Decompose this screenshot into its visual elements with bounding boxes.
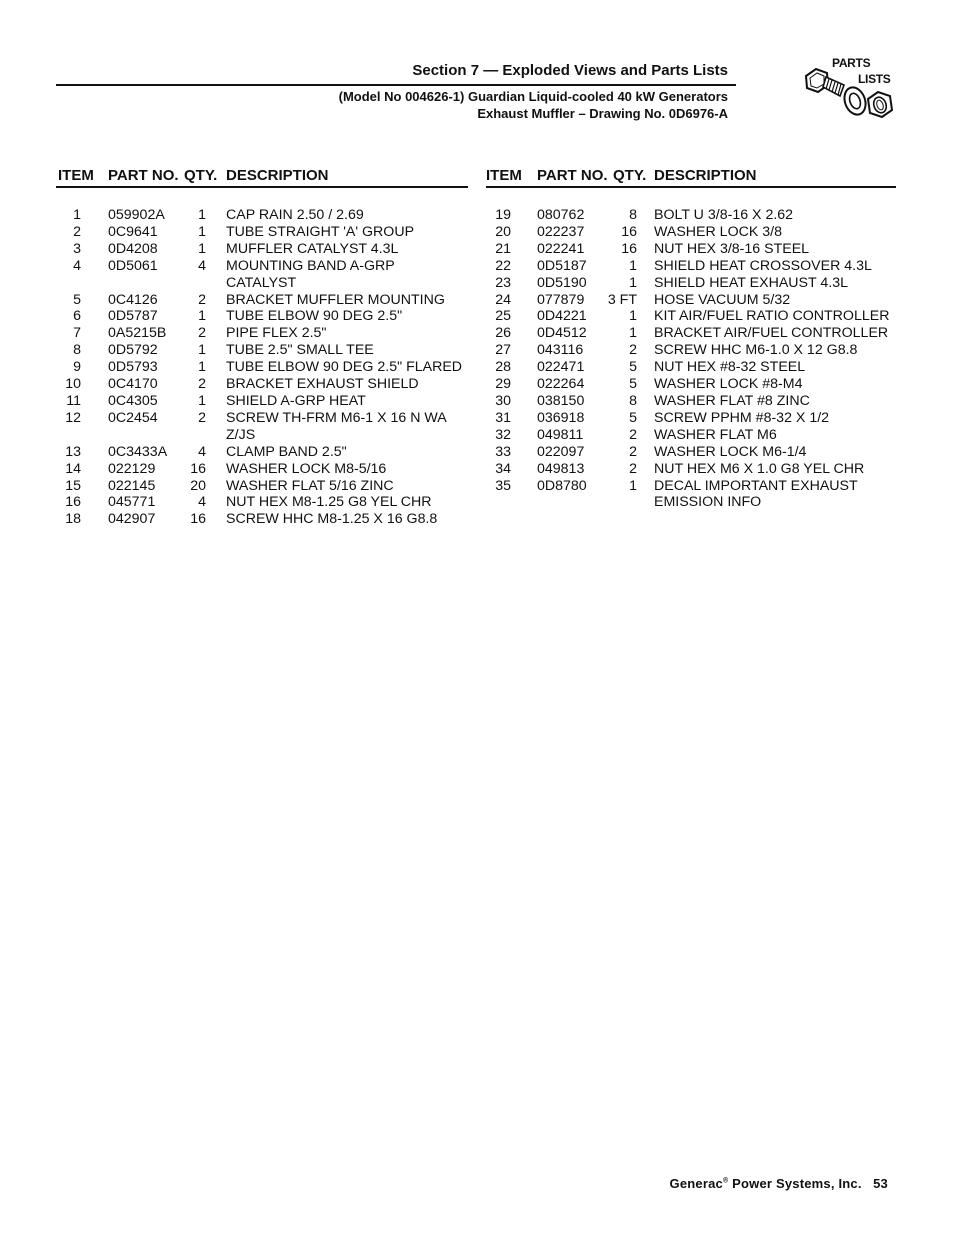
- description: PIPE FLEX 2.5": [226, 325, 327, 342]
- description: TUBE ELBOW 90 DEG 2.5" FLARED: [226, 359, 463, 376]
- description: KIT AIR/FUEL RATIO CONTROLLER: [654, 308, 890, 325]
- description: TUBE ELBOW 90 DEG 2.5": [226, 308, 403, 325]
- part-number: 022241: [537, 240, 585, 257]
- table-row: [486, 275, 896, 292]
- part-number: 022097: [537, 443, 585, 460]
- col-qty: QTY.: [184, 167, 218, 184]
- part-number: 022145: [108, 477, 156, 494]
- part-number: 0C4126: [108, 291, 158, 308]
- table-row: [486, 376, 896, 393]
- item-number: 16: [65, 494, 81, 511]
- description: SCREW HHC M6-1.0 X 12 G8.8: [654, 342, 858, 359]
- description: SCREW HHC M8-1.25 X 16 G8.8: [226, 511, 438, 528]
- col-description: DESCRIPTION: [654, 167, 757, 184]
- quantity: 1: [198, 223, 206, 240]
- part-number: 022264: [537, 376, 585, 393]
- description: NUT HEX #8-32 STEEL: [654, 359, 806, 376]
- quantity: 2: [198, 409, 206, 426]
- part-number: 080762: [537, 207, 585, 223]
- quantity: 20: [190, 477, 206, 494]
- description: MOUNTING BAND A-GRP CATALYST: [226, 257, 395, 291]
- part-number: 0C9641: [108, 223, 158, 240]
- quantity: 5: [629, 359, 637, 376]
- parts-table-left: [56, 166, 468, 528]
- quantity: 1: [629, 477, 637, 494]
- col-qty: QTY.: [613, 167, 647, 184]
- part-number: 0D4208: [108, 240, 158, 257]
- description: HOSE VACUUM 5/32: [654, 291, 791, 308]
- table-body: [486, 207, 896, 511]
- part-number: 036918: [537, 409, 585, 426]
- table-header: [56, 166, 468, 188]
- description: WASHER FLAT M6: [654, 426, 777, 443]
- registered-mark: ®: [722, 1177, 729, 1185]
- item-number: 1: [73, 207, 81, 223]
- table-row: [486, 241, 896, 258]
- item-number: 14: [65, 460, 81, 477]
- quantity: 1: [629, 325, 637, 342]
- quantity: 2: [198, 376, 206, 393]
- description: SHIELD HEAT CROSSOVER 4.3L: [654, 257, 872, 274]
- quantity: 8: [629, 207, 637, 223]
- company-name: Generac: [669, 1176, 723, 1191]
- company-suffix: Power Systems, Inc.: [728, 1176, 862, 1191]
- description: CAP RAIN 2.50 / 2.69: [226, 207, 364, 223]
- part-number: 022237: [537, 223, 585, 240]
- part-number: 042907: [108, 511, 156, 528]
- quantity: 1: [198, 240, 206, 257]
- part-number: 045771: [108, 494, 156, 511]
- quantity: 1: [629, 308, 637, 325]
- table-row: [56, 461, 468, 478]
- quantity: 4: [198, 443, 206, 460]
- item-number: 33: [495, 443, 511, 460]
- item-number: 23: [495, 274, 511, 291]
- table-row: [56, 393, 468, 410]
- description: BRACKET AIR/FUEL CONTROLLER: [654, 325, 889, 342]
- item-number: 26: [495, 325, 511, 342]
- table-row: [486, 224, 896, 241]
- item-number: 34: [495, 460, 511, 477]
- part-number: 022471: [537, 359, 585, 376]
- description-continued: EMISSION INFO: [654, 494, 762, 511]
- description: BRACKET EXHAUST SHIELD: [226, 376, 419, 393]
- table-row: [56, 258, 468, 292]
- description: WASHER LOCK #8-M4: [654, 376, 803, 393]
- table-row: [56, 325, 468, 342]
- quantity: 2: [629, 460, 637, 477]
- table-row: [486, 444, 896, 461]
- logo-text-parts: PARTS: [832, 56, 871, 70]
- col-description: DESCRIPTION: [226, 167, 329, 184]
- table-row: [56, 359, 468, 376]
- table-row: [56, 410, 468, 444]
- item-number: 15: [65, 477, 81, 494]
- description: DECAL IMPORTANT EXHAUST: [654, 477, 858, 494]
- section-title: Section 7 — Exploded Views and Parts Lists: [412, 62, 728, 79]
- item-number: 19: [495, 207, 511, 223]
- item-number: 21: [495, 240, 511, 257]
- quantity: 4: [198, 257, 206, 274]
- description-continued: Z/JS: [226, 426, 256, 443]
- description: MUFFLER CATALYST 4.3L: [226, 240, 399, 257]
- description: NUT HEX M6 X 1.0 G8 YEL CHR: [654, 460, 865, 477]
- table-row: [486, 342, 896, 359]
- col-part-no: PART NO.: [537, 167, 608, 184]
- part-number: 0D4512: [537, 325, 587, 342]
- part-number: 022129: [108, 460, 156, 477]
- page-footer: [670, 1176, 888, 1191]
- item-number: 7: [73, 325, 81, 342]
- item-number: 8: [73, 342, 81, 359]
- table-row: [56, 207, 468, 224]
- table-row: [56, 376, 468, 393]
- table-row: [486, 207, 896, 224]
- description: SCREW PPHM #8-32 X 1/2: [654, 409, 830, 426]
- item-number: 25: [495, 308, 511, 325]
- part-number: 049813: [537, 460, 585, 477]
- table-row: [486, 308, 896, 325]
- quantity: 16: [621, 240, 637, 257]
- description: BRACKET MUFFLER MOUNTING: [226, 291, 445, 308]
- part-number: 077879: [537, 291, 585, 308]
- logo-text-lists: LISTS: [858, 72, 891, 86]
- item-number: 13: [65, 443, 81, 460]
- part-number: 0D5187: [537, 257, 587, 274]
- description: BOLT U 3/8-16 X 2.62: [654, 207, 794, 223]
- quantity: 2: [198, 325, 206, 342]
- table-row: [486, 325, 896, 342]
- quantity: 2: [198, 291, 206, 308]
- item-number: 2: [73, 223, 81, 240]
- table-row: [486, 478, 896, 512]
- item-number: 3: [73, 240, 81, 257]
- quantity: 5: [629, 409, 637, 426]
- part-number: 0D8780: [537, 477, 587, 494]
- part-number: 0C2454: [108, 409, 158, 426]
- item-number: 4: [73, 257, 81, 274]
- item-number: 28: [495, 359, 511, 376]
- col-part-no: PART NO.: [108, 167, 179, 184]
- table-row: [56, 511, 468, 528]
- description: WASHER FLAT #8 ZINC: [654, 392, 810, 409]
- quantity: 16: [190, 511, 206, 528]
- quantity: 4: [198, 494, 206, 511]
- part-number: 059902A: [108, 207, 165, 223]
- quantity: 8: [629, 392, 637, 409]
- item-number: 32: [495, 426, 511, 443]
- table-row: [486, 427, 896, 444]
- part-number: 0A5215B: [108, 325, 167, 342]
- description: NUT HEX M8-1.25 G8 YEL CHR: [226, 494, 432, 511]
- part-number: 0D5787: [108, 308, 158, 325]
- item-number: 30: [495, 392, 511, 409]
- item-number: 31: [495, 409, 511, 426]
- part-number: 0D5061: [108, 257, 158, 274]
- item-number: 9: [73, 359, 81, 376]
- quantity: 1: [198, 392, 206, 409]
- quantity: 1: [629, 257, 637, 274]
- item-number: 18: [65, 511, 81, 528]
- description: SCREW TH-FRM M6-1 X 16 N WA: [226, 409, 447, 426]
- item-number: 35: [495, 477, 511, 494]
- table-row: [56, 224, 468, 241]
- item-number: 24: [495, 291, 511, 308]
- page-number: 53: [873, 1176, 888, 1191]
- description: WASHER FLAT 5/16 ZINC: [226, 477, 394, 494]
- description: WASHER LOCK M6-1/4: [654, 443, 807, 460]
- description: TUBE STRAIGHT 'A' GROUP: [226, 223, 415, 240]
- description: CLAMP BAND 2.5": [226, 443, 347, 460]
- part-number: 043116: [537, 342, 584, 359]
- table-row: [486, 393, 896, 410]
- quantity: 1: [198, 359, 206, 376]
- quantity: 2: [629, 342, 637, 359]
- item-number: 20: [495, 223, 511, 240]
- quantity: 1: [198, 308, 206, 325]
- col-item: ITEM: [58, 167, 94, 184]
- item-number: 27: [495, 342, 511, 359]
- quantity: 1: [629, 274, 637, 291]
- description: WASHER LOCK M8-5/16: [226, 460, 387, 477]
- quantity: 1: [198, 342, 206, 359]
- table-row: [486, 461, 896, 478]
- parts-lists-logo: [800, 54, 900, 130]
- part-number: 0D5792: [108, 342, 158, 359]
- quantity: 5: [629, 376, 637, 393]
- drawing-line: Exhaust Muffler – Drawing No. 0D6976-A: [477, 106, 728, 121]
- header-subtitle: [339, 88, 728, 122]
- item-number: 22: [495, 257, 511, 274]
- parts-table-right: [486, 166, 896, 511]
- table-row: [56, 494, 468, 511]
- description: WASHER LOCK 3/8: [654, 223, 782, 240]
- part-number: 0D5793: [108, 359, 158, 376]
- part-number: 0C4170: [108, 376, 158, 393]
- model-line: (Model No 004626-1) Guardian Liquid-cooled 40 kW Generators: [338, 89, 728, 104]
- item-number: 5: [73, 291, 81, 308]
- table-row: [56, 478, 468, 495]
- table-row: [486, 292, 896, 309]
- item-number: 29: [495, 376, 511, 393]
- description: SHIELD A-GRP HEAT: [226, 392, 366, 409]
- quantity: 16: [621, 223, 637, 240]
- description: TUBE 2.5" SMALL TEE: [226, 342, 374, 359]
- quantity: 1: [198, 207, 206, 223]
- table-row: [56, 444, 468, 461]
- table-row: [56, 292, 468, 309]
- table-row: [486, 359, 896, 376]
- table-header: [486, 166, 896, 188]
- part-number: 0D4221: [537, 308, 587, 325]
- quantity: 2: [629, 443, 637, 460]
- quantity: 3 FT: [607, 291, 637, 308]
- table-row: [486, 410, 896, 427]
- part-number: 0C4305: [108, 392, 158, 409]
- description: NUT HEX 3/8-16 STEEL: [654, 240, 810, 257]
- col-item: ITEM: [486, 167, 522, 184]
- item-number: 6: [73, 308, 81, 325]
- item-number: 10: [65, 376, 81, 393]
- table-row: [56, 241, 468, 258]
- part-number: 0C3433A: [108, 443, 168, 460]
- description: SHIELD HEAT EXHAUST 4.3L: [654, 274, 848, 291]
- quantity: 16: [190, 460, 206, 477]
- item-number: 11: [66, 392, 81, 409]
- table-row: [56, 342, 468, 359]
- part-number: 049811: [537, 426, 584, 443]
- part-number: 038150: [537, 392, 585, 409]
- table-row: [56, 308, 468, 325]
- part-number: 0D5190: [537, 274, 587, 291]
- quantity: 2: [629, 426, 637, 443]
- header-rule: [56, 84, 736, 86]
- table-row: [486, 258, 896, 275]
- item-number: 12: [65, 409, 81, 426]
- table-body: [56, 207, 468, 528]
